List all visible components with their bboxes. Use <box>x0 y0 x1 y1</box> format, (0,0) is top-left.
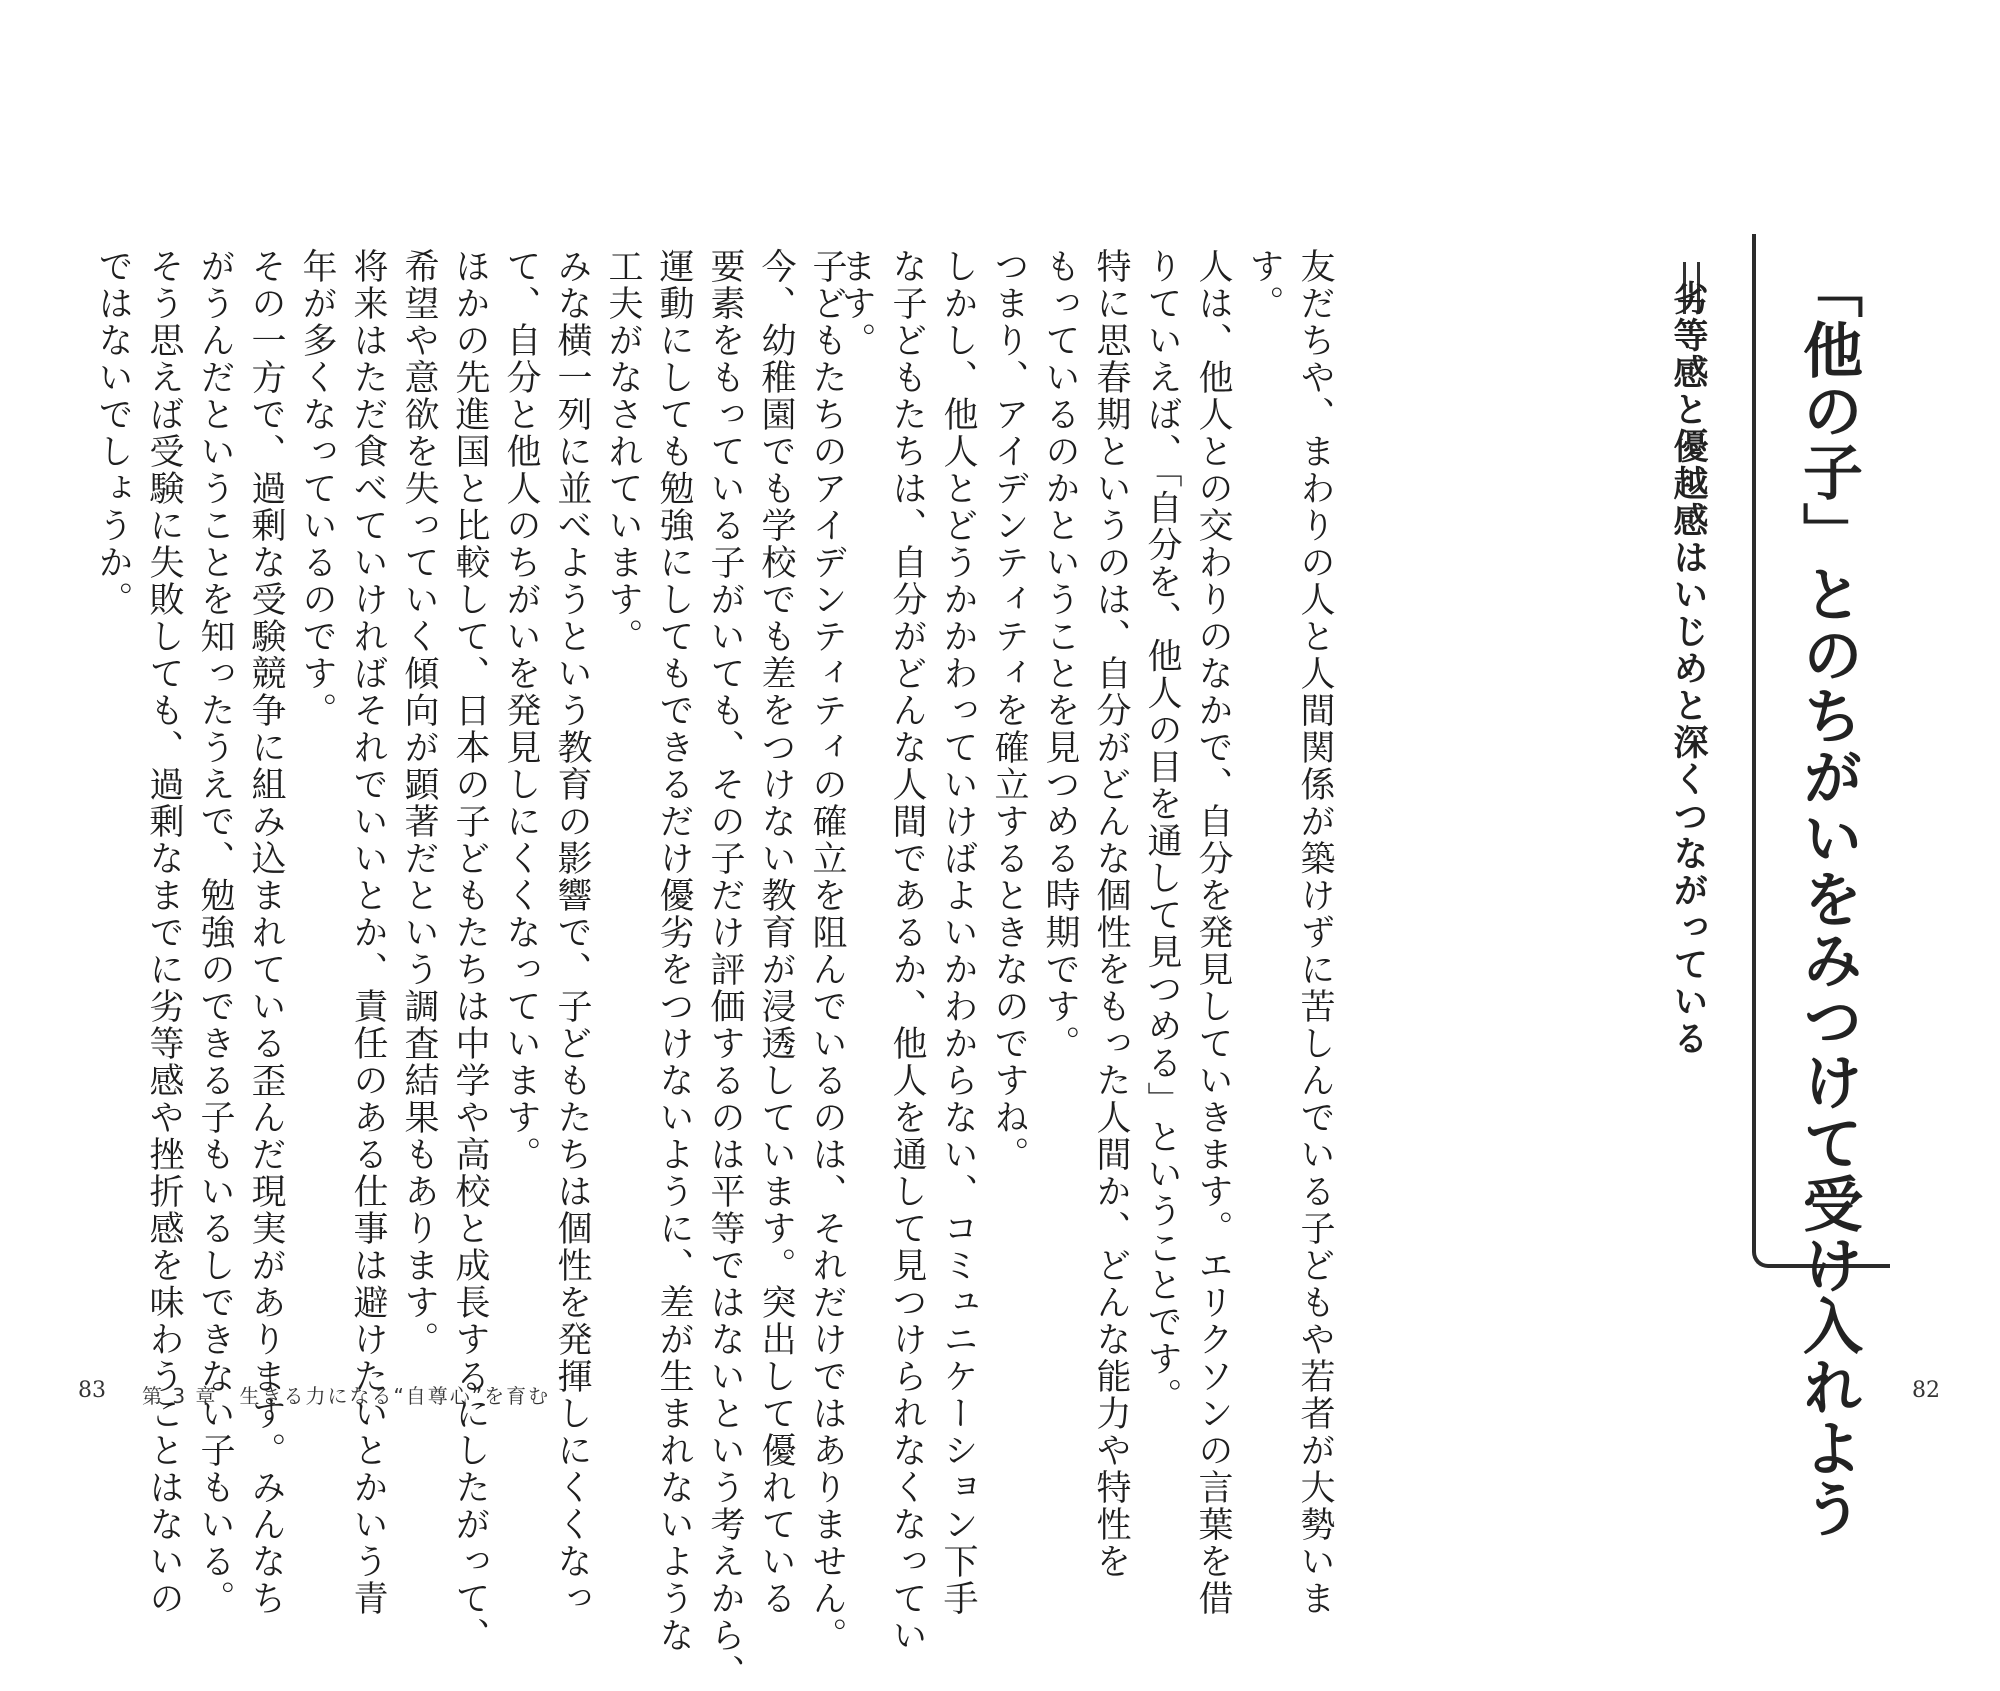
body-line: しかし、他人とどうかかわっていけばよいかわからない、コミュニケーション下手 <box>938 248 978 1617</box>
body-line: りていえば、「自分を、他人の目を通して見つめる」ということです。 <box>1142 248 1182 1415</box>
body-line: 特に思春期というのは、自分がどんな個性をもった人間か、どんな能力や特性を <box>1091 248 1131 1580</box>
body-line: みな横一列に並べようという教育の影響で、子どもたちは個性を発揮しにくくなっ <box>552 248 592 1617</box>
body-line: 将来はただ食べていければそれでいいとか、責任のある仕事は避けたいとかいう青 <box>348 248 388 1617</box>
body-line: ではないでしょうか。 <box>93 248 133 618</box>
section-heading: 劣等感と優越感はいじめと深くつながっている <box>1668 280 1708 1057</box>
body-line: つまり、アイデンティティを確立するときなのですね。 <box>989 248 1029 1173</box>
body-line: がうんだということを知ったうえで、勉強のできる子もいるしできない子もいる。 <box>195 248 235 1617</box>
body-line: す。 <box>1244 248 1284 322</box>
body-line: 今、幼稚園でも学校でも差をつけない教育が浸透しています。突出して優れている <box>756 248 796 1617</box>
chapter-title: 「他の子」とのちがいをみつけて受け入れよう <box>1793 258 1863 1539</box>
body-line: そう思えば受験に失敗しても、過剰なまでに劣等感や挫折感を味わうことはないの <box>144 248 184 1617</box>
body-line: 子どもたちのアイデンティティの確立を阻んでいるのは、それだけではありません。 <box>807 248 847 1654</box>
body-line: 人は、他人との交わりのなかで、自分を発見していきます。エリクソンの言葉を借 <box>1193 248 1233 1617</box>
body-line: て、自分と他人のちがいを発見しにくくなっています。 <box>501 248 541 1173</box>
body-line: な子どもたちは、自分がどんな人間であるか、他人を通して見つけられなくなってい <box>887 248 927 1654</box>
body-line: 要素をもっている子がいても、その子だけ評価するのは平等ではないという考えから、 <box>705 248 745 1691</box>
body-line: その一方で、過剰な受験競争に組み込まれている歪んだ現実があります。みんなち <box>246 248 286 1617</box>
right-page-number: 82 <box>1912 1378 1940 1403</box>
body-line: 年が多くなっているのです。 <box>297 248 337 729</box>
body-line: 希望や意欲を失っていく傾向が顕著だという調査結果もあります。 <box>399 248 439 1358</box>
running-head: 第 3 章 生きる力になる“自尊心”を育む <box>142 1384 551 1408</box>
body-line: もっているのかということを見つめる時期です。 <box>1040 248 1080 1062</box>
body-line: ほかの先進国と比較して、日本の子どもたちは中学や高校と成長するにしたがって、 <box>450 248 490 1654</box>
body-line: ます。 <box>836 248 876 359</box>
right-page-body <box>830 248 1340 1654</box>
body-line: 工夫がなされています。 <box>603 248 643 655</box>
left-page-number: 83 <box>78 1378 106 1403</box>
chapter-title-box <box>1752 234 1890 1539</box>
body-line: 運動にしても勉強にしてもできるだけ優劣をつけないように、差が生まれないような <box>654 248 694 1654</box>
body-line: 友だちや、まわりの人と人間関係が築けずに苦しんでいる子どもや若者が大勢いま <box>1295 248 1335 1617</box>
